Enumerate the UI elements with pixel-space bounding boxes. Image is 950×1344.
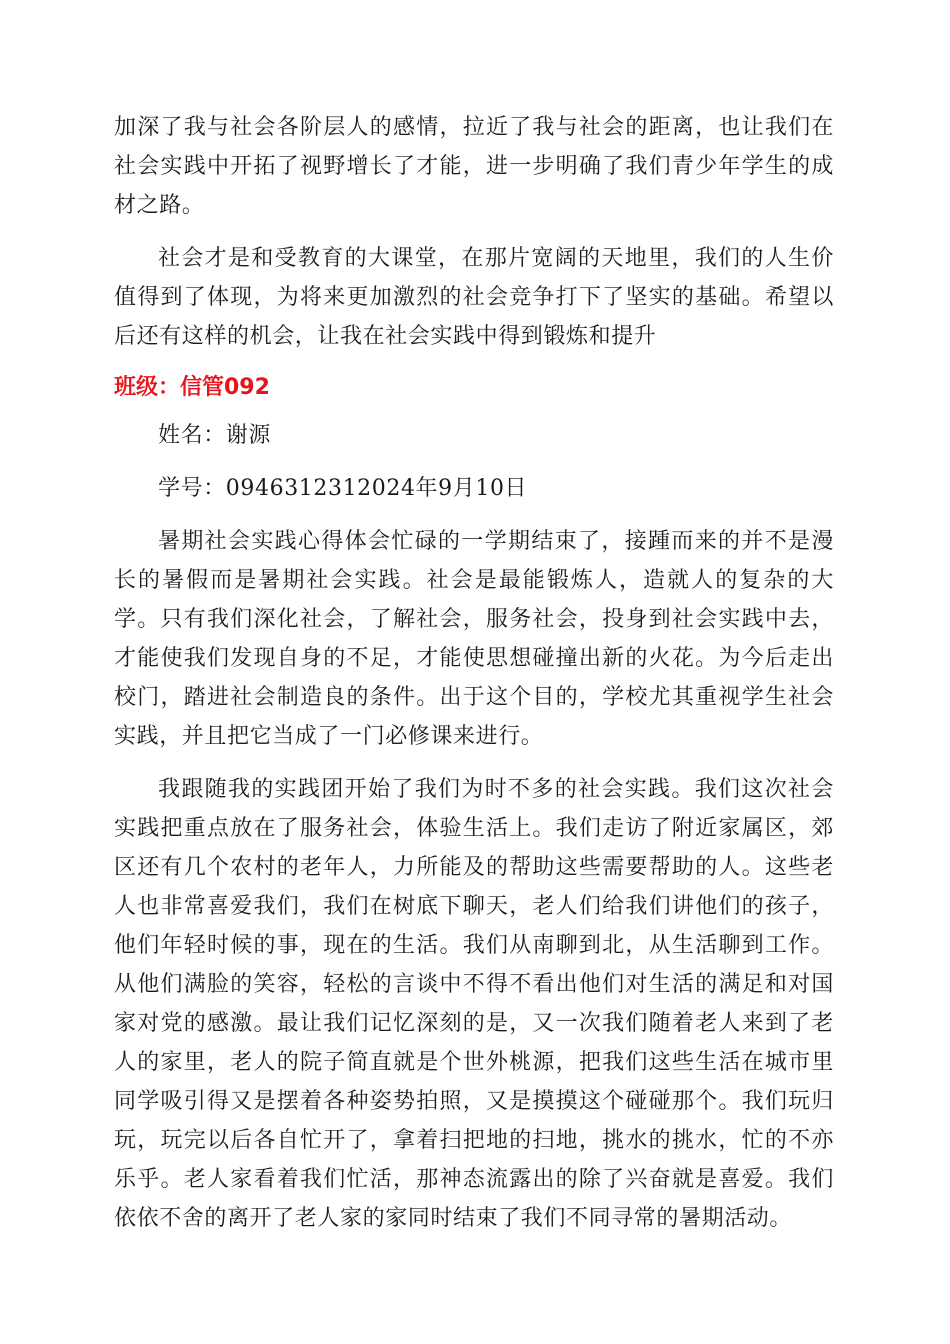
student-id-line: 学号：0946312312024年9月10日 bbox=[158, 476, 528, 501]
document-page bbox=[114, 108, 834, 1238]
paragraph-continuation: 加深了我与社会各阶层人的感情，拉近了我与社会的距离，也让我们在社会实践中开拓了视野增长了才能，进一步明确了我们青少年学生的成材之路。 bbox=[114, 115, 834, 218]
paragraph-conclusion: 社会才是和受教育的大课堂，在那片宽阔的天地里，我们的人生价值得到了体现，为将来更加激烈的社会竞争打下了坚实的基础。希望以后还有这样的机会，让我在社会实践中得到锻炼和提升 bbox=[114, 246, 834, 349]
class-heading: 班级：信管092 bbox=[114, 375, 270, 400]
paragraph-intro: 暑期社会实践心得体会忙碌的一学期结束了，接踵而来的并不是漫长的暑假而是暑期社会实践。社会是最能锻炼人，造就人的复杂的大学。只有我们深化社会，了解社会，服务社会，投身到社会实践中去，才能使我们发现自身的不足，才能使思想碰撞出新的火花。为今后走出校门，踏进社会制造良的条件。出于这个目的，学校尤其重视学生社会实践，并且把它当成了一门必修课来进行。 bbox=[114, 529, 834, 749]
paragraph-experience: 我跟随我的实践团开始了我们为时不多的社会实践。我们这次社会实践把重点放在了服务社会，体验生活上。我们走访了附近家属区，郊区还有几个农村的老年人，力所能及的帮助这些需要帮助的人。这些老人也非常喜爱我们，我们在树底下聊天，老人们给我们讲他们的孩子，他们年轻时候的事，现在的生活。我们从南聊到北，从生活聊到工作。从他们满脸的笑容，轻松的言谈中不得不看出他们对生活的满足和对国家对党的感激。最让我们记忆深刻的是，又一次我们随着老人来到了老人的家里，老人的院子简直就是个世外桃源，把我们这些生活在城市里同学吸引得又是摆着各种姿势拍照，又是摸摸这个碰碰那个。我们玩归玩，玩完以后各自忙开了，拿着扫把地的扫地，挑水的挑水，忙的不亦乐乎。老人家看着我们忙活，那神态流露出的除了兴奋就是喜爱。我们依依不舍的离开了老人家的家同时结束了我们不同寻常的暑期活动。 bbox=[114, 777, 834, 1231]
name-line: 姓名：谢源 bbox=[158, 423, 272, 448]
